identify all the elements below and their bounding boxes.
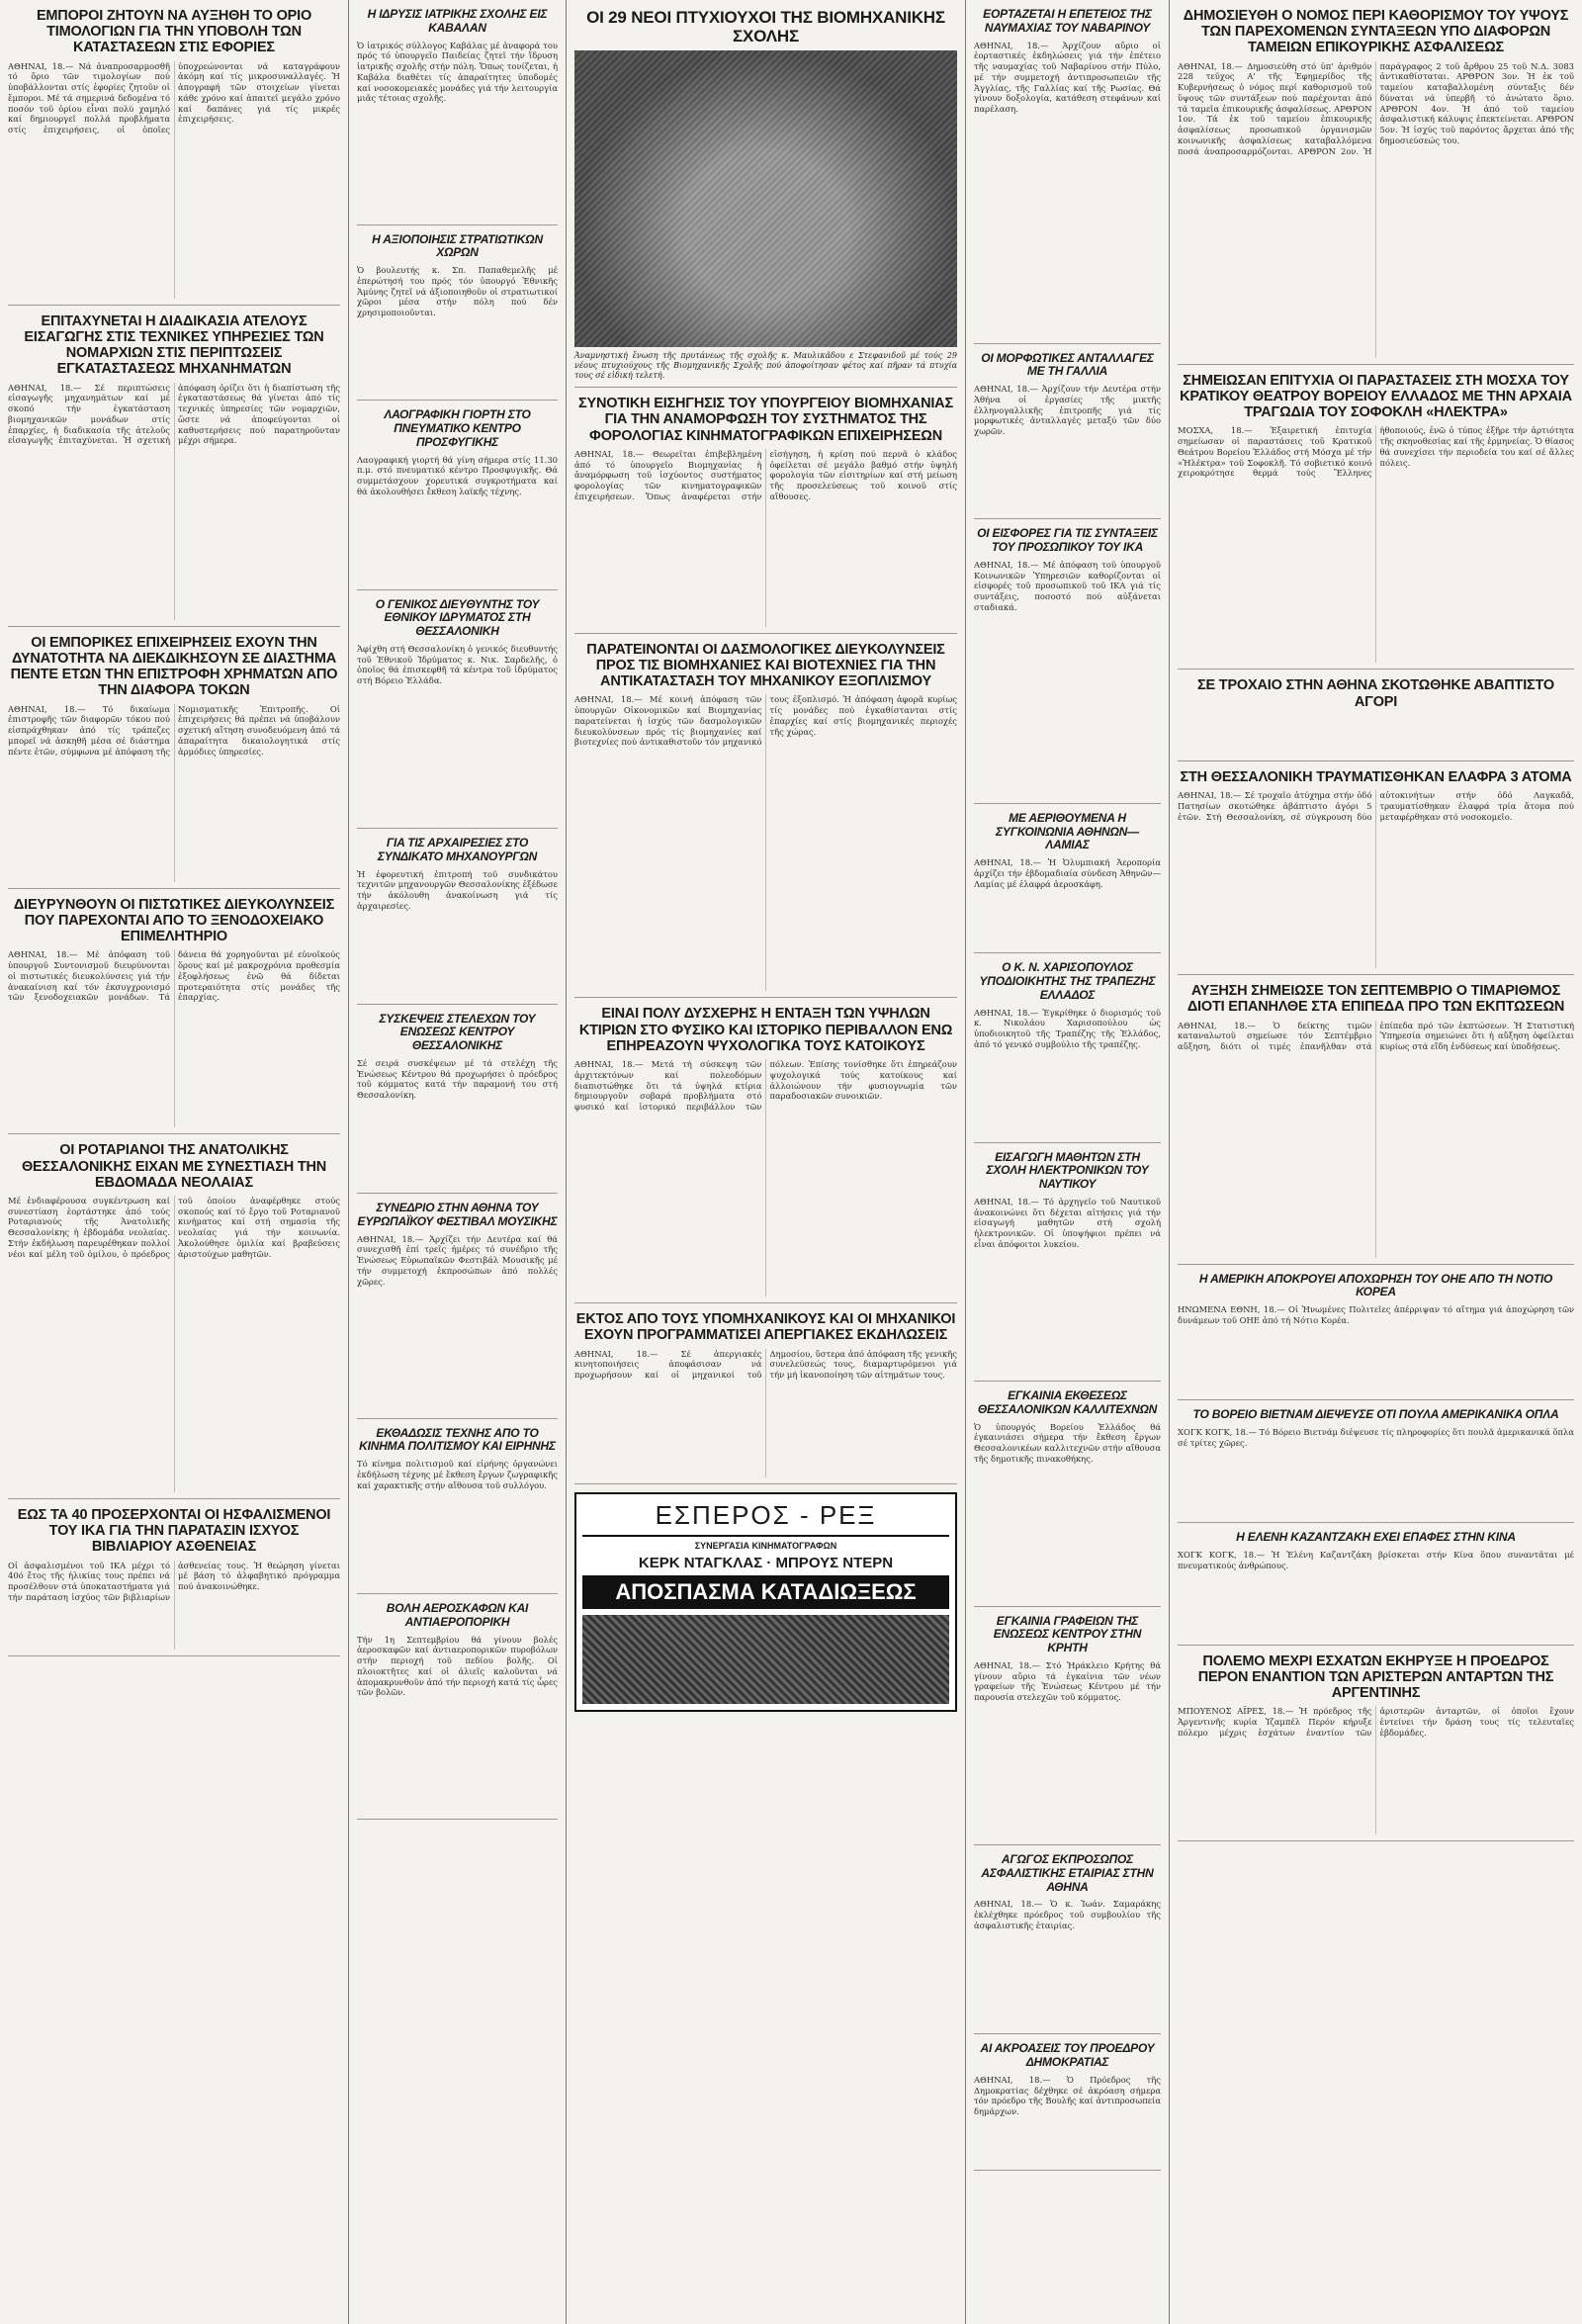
article-headline: ΕΙΝΑΙ ΠΟΛΥ ΔΥΣΧΕΡΗΣ Η ΕΝΤΑΞΗ ΤΩΝ ΥΨΗΛΩΝ ΚΤΙΡΙΩΝ ΣΤΟ ΦΥΣΙΚΟ ΚΑΙ ΙΣΤΟΡΙΚΟ ΠΕΡΙΒΑΛΛΟΝ ΕΝΩ ΕΠΗΡΕΑΖΟΥΝ ΨΥΧΟΛΟΓΙΚΑ ΤΟΥΣ ΚΑΤΟΙΚΟΥΣ bbox=[578, 1006, 953, 1054]
photo-story bbox=[574, 8, 957, 388]
ad-film-title: ΑΠΟΣΠΑΣΜΑ ΚΑΤΑΔΙΩΞΕΩΣ bbox=[582, 1575, 949, 1609]
article-body: ΜΟΣΧΑ, 18.— Ἐξαιρετική ἐπιτυχία σημείωσαν οἱ παραστάσεις τοῦ Κρατικοῦ Θεάτρου Βορείου Ἑλλάδος στή Μόσχα μέ τήν «Ἠλέκτρα» τοῦ Σοφοκλῆ. Τό σοβιετικό κοινό χειροκρότησε θερμά τούς Ἕλληνες ἠθοποιούς, ἐνῶ ὁ τύπος ἐξῆρε τήν ἀρτιότητα τῆς σκηνοθεσίας καί τῆς ἑρμηνείας. Ὁ θίασος θά συνεχίσει τήν περιοδεία του καί σέ ἄλλες πόλεις. bbox=[1178, 425, 1574, 479]
article-headline: ΓΙΑ ΤΙΣ ΑΡΧΑΙΡΕΣΙΕΣ ΣΤΟ ΣΥΝΔΙΚΑΤΟ ΜΗΧΑΝΟΥΡΓΩΝ bbox=[377, 835, 538, 863]
article-body: ΑΘΗΝΑΙ, 18.— Ἐγκρίθηκε ὁ διορισμός τοῦ κ. Νικολάου Χαρισοπούλου ὡς ὑποδιοικητοῦ τῆς Τραπέζης τῆς Ἑλλάδος, ἀπό τό γενικό συμβούλιο τῆς τραπέζης. bbox=[974, 1007, 1161, 1049]
article-body: Οἱ ἀσφαλισμένοι τοῦ ΙΚΑ μέχρι τό 40ό ἔτος τῆς ἡλικίας τους πρέπει νά προσέλθουν στά ὑποκαταστήματα γιά τήν παράταση ἰσχύος τῶν βιβλιαρίων ἀσθενείας τους. Ἡ θεώρηση γίνεται μέ βάση τό ἀλφαβητικό πρόγραμμα πού ἀνακοινώθηκε. bbox=[8, 1560, 340, 1602]
article bbox=[574, 1006, 957, 1303]
article bbox=[1178, 8, 1574, 365]
graduates-photo bbox=[574, 50, 957, 347]
article-body: Τήν 1η Σεπτεμβρίου θά γίνουν βολές ἀεροσκαφῶν καί ἀντιαεροπορικῶν πυροβόλων στήν περιοχή τοῦ πεδίου βολῆς. Οἱ πλοιοκτῆτες καί οἱ ἁλιεῖς καλοῦνται νά ἀπομακρυνθοῦν ἀπό τήν περιοχή κατά τίς ὧρες τῶν βολῶν. bbox=[357, 1634, 558, 1698]
article-headline: Η ΑΜΕΡΙΚΗ ΑΠΟΚΡΟΥΕΙ ΑΠΟΧΩΡΗΣΗ ΤΟΥ ΟΗΕ ΑΠΟ ΤΗ ΝΟΤΙΟ ΚΟΡΕΑ bbox=[1198, 1271, 1553, 1299]
article-body: ΑΘΗΝΑΙ, 18.— Ἀρχίζουν τήν Δευτέρα στήν Ἀθήνα οἱ ἐργασίες τῆς μικτῆς ἑλληνογαλλικῆς ἐπιτροπῆς γιά τίς μορφωτικές ἀνταλλαγές μεταξύ τῶν δύο χωρῶν. bbox=[974, 384, 1161, 437]
article bbox=[974, 8, 1161, 344]
article bbox=[1178, 1408, 1574, 1523]
column-4 bbox=[965, 0, 1169, 2324]
article-headline: ΜΕ ΑΕΡΙΘΟΥΜΕΝΑ Η ΣΥΓΚΟΙΝΩΝΙΑ ΑΘΗΝΩΝ—ΛΑΜΙΑΣ bbox=[996, 810, 1139, 852]
article bbox=[574, 1311, 957, 1483]
article bbox=[8, 8, 340, 306]
article-headline: ΣΤΗ ΘΕΣΣΑΛΟΝΙΚΗ ΤΡΑΥΜΑΤΙΣΘΗΚΑΝ ΕΛΑΦΡΑ 3 ΑΤΟΜΑ bbox=[1180, 768, 1572, 785]
article-body: ΑΘΗΝΑΙ, 18.— Σέ ἀπεργιακές κινητοποιήσεις ἀποφάσισαν νά προχωρήσουν καί οἱ μηχανικοί τοῦ Δημοσίου, ὕστερα ἀπό ἀπόφαση τῆς γενικῆς συνελεύσεώς τους, διαμαρτυρόμενοι γιά τήν μή ἱκανοποίηση τῶν αἰτημάτων τους. bbox=[574, 1348, 957, 1381]
article-headline: ΤΟ ΒΟΡΕΙΟ ΒΙΕΤΝΑΜ ΔΙΕΨΕΥΣΕ ΟΤΙ ΠΟΥΛΑ ΑΜΕΡΙΚΑΝΙΚΑ ΟΠΛΑ bbox=[1192, 1407, 1559, 1422]
article bbox=[357, 233, 558, 402]
ad-illustration bbox=[582, 1615, 949, 1704]
article bbox=[574, 396, 957, 634]
article bbox=[357, 1602, 558, 1820]
article bbox=[974, 1853, 1161, 2034]
article bbox=[357, 598, 558, 829]
article-body: Ὁ ἰατρικός σύλλογος Καβάλας μέ ἀναφορά του πρός τό ὑπουργεῖο Παιδείας ζητεῖ τήν ἵδρυση ἰατρικῆς σχολῆς στήν πόλη. Ὅπως τονίζεται, ἡ Καβάλα διαθέτει τίς ἀπαραίτητες ὑποδομές καί νοσοκομειακές μονάδες γιά τήν λειτουργία μιᾶς τέτοιας σχολῆς. bbox=[357, 40, 558, 104]
article-body bbox=[1178, 715, 1574, 755]
article-body: ΑΘΗΝΑΙ, 18.— Τό δικαίωμα ἐπιστροφῆς τῶν διαφορῶν τόκου πού εἰσπράχθηκαν ἀπό τίς τράπεζες μπορεῖ νά ἀσκηθῆ μέσα σέ διάστημα πέντε ἐτῶν, σύμφωνα μέ ἀπόφαση τῆς Νομισματικῆς Ἐπιτροπῆς. Οἱ ἐπιχειρήσεις θά πρέπει νά ὑποβάλουν σχετική αἴτηση συνοδευόμενη ἀπό τά ἀπαραίτητα δικαιολογητικά στίς ἀρμόδιες ὑπηρεσίες. bbox=[8, 703, 340, 757]
article-headline: Η ΙΔΡΥΣΙΣ ΙΑΤΡΙΚΗΣ ΣΧΟΛΗΣ ΕΙΣ ΚΑΒΑΛΑΝ bbox=[367, 7, 548, 35]
article-headline: Η ΕΛΕΝΗ ΚΑΖΑΝΤΖΑΚΗ ΕΧΕΙ ΕΠΑΦΕΣ ΣΤΗΝ ΚΙΝΑ bbox=[1236, 1529, 1516, 1544]
article-body: Ὁ βουλευτής κ. Σπ. Παπαθεμελῆς μέ ἐπερώτησή του πρός τόν ὑπουργό Ἐθνικῆς Ἀμύνης ζητεῖ νά ἀξιοποιηθοῦν οἱ στρατιωτικοί χῶροι μέσα στήν πόλη πού δέν χρησιμοποιοῦνται. bbox=[357, 265, 558, 318]
column-5 bbox=[1169, 0, 1582, 2324]
article-headline: ΟΙ ΕΙΣΦΟΡΕΣ ΓΙΑ ΤΙΣ ΣΥΝΤΑΞΕΙΣ ΤΟΥ ΠΡΟΣΩΠΙΚΟΥ ΤΟΥ ΙΚΑ bbox=[977, 526, 1158, 554]
article-headline: ΕΓΚΑΙΝΙΑ ΓΡΑΦΕΙΩΝ ΤΗΣ ΕΝΩΣΕΩΣ ΚΕΝΤΡΟΥ ΣΤΗΝ ΚΡΗΤΗ bbox=[993, 1613, 1142, 1655]
article-body: ΧΟΓΚ ΚΟΓΚ, 18.— Τό Βόρειο Βιετνάμ διέψευσε τίς πληροφορίες ὅτι πουλᾶ ἀμερικανικά ὅπλα σέ τρίτες χῶρες. bbox=[1178, 1426, 1574, 1448]
article bbox=[974, 961, 1161, 1142]
article-headline: ΑΥΞΗΣΗ ΣΗΜΕΙΩΣΕ ΤΟΝ ΣΕΠΤΕΜΒΡΙΟ Ο ΤΙΜΑΡΙΘΜΟΣ ΔΙΟΤΙ ΕΠΑΝΗΛΘΕ ΣΤΑ ΕΠΙΠΕΔΑ ΠΡΟ ΤΩΝ ΕΚΠΤΩΣΕΩΝ bbox=[1186, 983, 1565, 1016]
photo-headline: ΟΙ 29 ΝΕΟΙ ΠΤΥΧΙΟΥΧΟΙ ΤΗΣ ΒΙΟΜΗΧΑΝΙΚΗΣ ΣΧΟΛΗΣ bbox=[586, 8, 945, 46]
article-body: ΑΘΗΝΑΙ, 18.— Σέ τροχαῖο ἀτύχημα στήν ὁδό Πατησίων σκοτώθηκε ἀβάπτιστο ἀγόρι 5 ἐτῶν. Στή Θεσσαλονίκη, σέ σύγκρουση δύο αὐτοκινήτων στήν ὁδό Λαγκαδᾶ, τραυματίσθηκαν ἐλαφρά τρία ἄτομα πού μεταφέρθηκαν στό νοσοκομεῖο. bbox=[1178, 790, 1574, 822]
article-headline: ΕΚΘΑΔΩΣΙΣ ΤΕΧΝΗΣ ΑΠΟ ΤΟ ΚΙΝΗΜΑ ΠΟΛΙΤΙΣΜΟΥ ΚΑΙ ΕΙΡΗΝΗΣ bbox=[359, 1425, 556, 1454]
article-headline: ΟΙ ΜΟΡΦΩΤΙΚΕΣ ΑΝΤΑΛΛΑΓΕΣ ΜΕ ΤΗ ΓΑΛΛΙΑ bbox=[981, 350, 1154, 379]
article bbox=[974, 1389, 1161, 1607]
article-body: ΑΘΗΝΑΙ, 18.— Μέ ἀπόφαση τοῦ ὑπουργοῦ Κοινωνικῶν Ὑπηρεσιῶν καθορίζονται οἱ εἰσφορές τοῦ προσωπικοῦ τοῦ ΙΚΑ γιά τίς συντάξεις, ποσοστό πού αὐξάνεται σταδιακά. bbox=[974, 559, 1161, 612]
article-headline: ΕΜΠΟΡΟΙ ΖΗΤΟΥΝ ΝΑ ΑΥΞΗΘΗ ΤΟ ΟΡΙΟ ΤΙΜΟΛΟΓΙΩΝ ΓΙΑ ΤΗΝ ΥΠΟΒΟΛΗ ΤΩΝ ΚΑΤΑΣΤΑΣΕΩΝ ΣΤΙΣ ΕΦΟΡΙΕΣ bbox=[36, 8, 312, 56]
article bbox=[357, 408, 558, 589]
article-headline: Ο ΓΕΝΙΚΟΣ ΔΙΕΥΘΥΝΤΗΣ ΤΟΥ ΕΘΝΙΚΟΥ ΙΔΡΥΜΑΤΟΣ ΣΤΗ ΘΕΣΣΑΛΟΝΙΚΗ bbox=[375, 596, 540, 639]
article-headline: ΟΙ ΕΜΠΟΡΙΚΕΣ ΕΠΙΧΕΙΡΗΣΕΙΣ ΕΧΟΥΝ ΤΗΝ ΔΥΝΑΤΟΤΗΤΑ ΝΑ ΔΙΕΚΔΙΚΗΣΟΥΝ ΣΕ ΔΙΑΣΤΗΜΑ ΠΕΝΤΕ ΕΤΩΝ ΤΗΝ ΕΠΙΣΤΡΟΦΗ ΧΡΗΜΑΤΩΝ ΑΠΟ ΤΗΝ ΔΙΑΦΟΡΑ ΤΟΚΩΝ bbox=[10, 634, 338, 699]
article-body: ΑΘΗΝΑΙ, 18.— Μέ ἀπόφαση τοῦ ὑπουργοῦ Συντονισμοῦ διευρύνονται οἱ πιστωτικές διευκολύνσεις γιά τήν ἀνακαίνιση καί τόν ἐκσυγχρονισμό τῶν ξενοδοχειακῶν μονάδων. Τά δάνεια θά χορηγοῦνται μέ εὐνοϊκούς ὅρους καί μέ μακροχρόνια προθεσμία ἐξοφλήσεως ἐνῶ θά δίδεται προτεραιότητα στίς μονάδες τῆς ἐπαρχίας. bbox=[8, 949, 340, 1003]
ad-subtitle: ΣΥΝΕΡΓΑΣΙΑ ΚΙΝΗΜΑΤΟΓΡΑΦΩΝ bbox=[694, 1540, 837, 1551]
article-body: Λαογραφική γιορτή θά γίνη σήμερα στίς 11.30 π.μ. στό πνευματικό κέντρο Προσφυγικῆς. Θά συμμετάσχουν χορευτικά συγκροτήματα καί θά ἀκολουθήσει ἔκθεση λαϊκῆς τέχνης. bbox=[357, 454, 558, 496]
article-body: ΑΘΗΝΑΙ, 18.— Σέ περιπτώσεις εἰσαγωγῆς μηχανημάτων καί μέ σκοπό τήν ἐγκατάσταση βιομηχανικῶν μονάδων στίς ἐπαρχίες, ἡ διαδικασία τῆς ἀτελοῦς εἰσαγωγῆς ἐπιταχύνεται. Ἡ σχετική ἀπόφαση ὁρίζει ὅτι ἡ διαπίστωση τῆς ἐγκαταστάσεως θά γίνεται ἀπό τίς τεχνικές ὑπηρεσίες τῶν νομαρχιῶν, ὥστε νά ἀποφεύγονται οἱ καθυστερήσεις πού παρατηροῦνταν μέχρι σήμερα. bbox=[8, 382, 340, 446]
article-body: Ἀφίχθη στή Θεσσαλονίκη ὁ γενικός διευθυντής τοῦ Ἐθνικοῦ Ἱδρύματος κ. Νικ. Σαρδελῆς, ὁ ὁποῖος θά ἐπισκεφθῆ τά κέντρα τοῦ ἱδρύματος στή Βόρειο Ἑλλάδα. bbox=[357, 643, 558, 686]
article-headline: ΑΙ ΑΚΡΟΑΣΕΙΣ ΤΟΥ ΠΡΟΕΔΡΟΥ ΔΗΜΟΚΡΑΤΙΑΣ bbox=[980, 2041, 1155, 2070]
article bbox=[974, 1151, 1161, 1382]
article bbox=[1178, 769, 1574, 975]
article-headline: ΔΗΜΟΣΙΕΥΘΗ Ο ΝΟΜΟΣ ΠΕΡΙ ΚΑΘΟΡΙΣΜΟΥ ΤΟΥ ΥΨΟΥΣ ΤΩΝ ΠΑΡΕΧΟΜΕΝΩΝ ΣΥΝΤΑΞΕΩΝ ΥΠΟ ΔΙΑΦΟΡΩΝ ΤΑΜΕΙΩΝ ΕΠΙΚΟΥΡΙΚΗΣ ΑΣΦΑΛΙΣΕΩΣ bbox=[1183, 8, 1569, 56]
article-headline: ΕΟΡΤΑΖΕΤΑΙ Η ΕΠΕΤΕΙΟΣ ΤΗΣ ΝΑΥΜΑΧΙΑΣ ΤΟΥ ΝΑΒΑΡΙΝΟΥ bbox=[983, 7, 1152, 35]
article-body: Τό κίνημα πολιτισμοῦ καί εἰρήνης ὀργανώνει ἐκδήλωση τέχνης μέ ἔκθεση ἔργων ζωγραφικῆς καί χαρακτικῆς στήν αἴθουσα τοῦ συλλόγου. bbox=[357, 1459, 558, 1490]
column-2 bbox=[348, 0, 566, 2324]
article-body: ΗΝΩΜΕΝΑ ΕΘΝΗ, 18.— Οἱ Ἡνωμένες Πολιτεῖες ἀπέρριψαν τό αἴτημα γιά ἀποχώρηση τῶν δυνάμεων τοῦ ΟΗΕ ἀπό τή Νότιο Κορέα. bbox=[1178, 1304, 1574, 1325]
article bbox=[974, 812, 1161, 953]
article bbox=[974, 527, 1161, 804]
article-headline: ΕΙΣΑΓΩΓΗ ΜΑΘΗΤΩΝ ΣΤΗ ΣΧΟΛΗ ΗΛΕΚΤΡΟΝΙΚΩΝ ΤΟΥ ΝΑΥΤΙΚΟΥ bbox=[986, 1149, 1149, 1192]
article-body: ΑΘΗΝΑΙ, 18.— Μέ κοινή ἀπόφαση τῶν ὑπουργῶν Οἰκονομικῶν καί Βιομηχανίας παρατείνεται ἡ ἰσχύς τῶν δασμολογικῶν διευκολύνσεων πρός τίς βιομηχανίες καί βιοτεχνίες πού ἀντικαθιστοῦν τόν μηχανικό τους ἐξοπλισμό. Ἡ ἀπόφαση ἀφορᾶ κυρίως τίς μονάδες πού ἐγκαθίστανται στίς ἐπαρχίες καί στίς βιομηχανικές περιοχές τῆς χώρας. bbox=[574, 694, 957, 748]
article-body: ΑΘΗΝΑΙ, 18.— Ἀρχίζουν αὔριο οἱ ἑορταστικές ἐκδηλώσεις γιά τήν ἐπέτειο τῆς ναυμαχίας τοῦ Ναβαρίνου στήν Πύλο, μέ τήν συμμετοχή ἀντιπροσωπειῶν τῆς Ἀγγλίας, τῆς Γαλλίας καί τῆς Ρωσίας. Θά γίνουν δοξολογία, κατάθεση στεφάνων καί παρέλαση. bbox=[974, 40, 1161, 115]
article-body: ΑΘΗΝΑΙ, 18.— Τό ἀρχηγεῖο τοῦ Ναυτικοῦ ἀνακοινώνει ὅτι δέχεται αἰτήσεις γιά τήν εἰσαγωγή μαθητῶν στή σχολή ἠλεκτρονικῶν. Οἱ ὑποψήφιοι πρέπει νά εἶναι ἀπόφοιτοι λυκείου. bbox=[974, 1196, 1161, 1249]
article-headline: ΣΕ ΤΡΟΧΑΙΟ ΣΤΗΝ ΑΘΗΝΑ ΣΚΟΤΩΘΗΚΕ ΑΒΑΠΤΙΣΤΟ ΑΓΟΡΙ bbox=[1196, 677, 1555, 710]
article bbox=[8, 313, 340, 627]
column-3 bbox=[566, 0, 965, 2324]
article-headline: ΛΑΟΓΡΑΦΙΚΗ ΓΙΟΡΤΗ ΣΤΟ ΠΝΕΥΜΑΤΙΚΟ ΚΕΝΤΡΟ ΠΡΟΣΦΥΓΙΚΗΣ bbox=[384, 407, 531, 449]
article-body: ΑΘΗΝΑΙ, 18.— Ὁ Πρόεδρος τῆς Δημοκρατίας δέχθηκε σέ ἀκρόαση σήμερα τόν πρόεδρο τῆς Βουλῆς καί ἀντιπροσωπεία δημάρχων. bbox=[974, 2074, 1161, 2117]
article-body: ΧΟΓΚ ΚΟΓΚ, 18.— Ἡ Ἑλένη Καζαντζάκη βρίσκεται στήν Κίνα ὅπου συναντᾶται μέ πνευματικούς ἀνθρώπους. bbox=[1178, 1549, 1574, 1570]
ad-cinema-name: ΕΣΠΕΡΟΣ - ΡΕΞ bbox=[582, 1500, 949, 1537]
article bbox=[974, 1615, 1161, 1845]
column-1 bbox=[0, 0, 348, 2324]
article bbox=[8, 897, 340, 1135]
article-headline: ΣΥΝΟΤΙΚΗ ΕΙΣΗΓΗΣΙΣ ΤΟΥ ΥΠΟΥΡΓΕΙΟΥ ΒΙΟΜΗΧΑΝΙΑΣ ΓΙΑ ΤΗΝ ΑΝΑΜΟΡΦΩΣΗ ΤΟΥ ΣΥΣΤΗΜΑΤΟΣ ΤΗΣ ΦΟΡΟΛΟΓΙΑΣ ΚΙΝΗΜΑΤΟΓΡΑΦΙΚΩΝ ΕΠΙΧΕΙΡΗΣΕΩΝ bbox=[578, 396, 953, 444]
article bbox=[8, 1142, 340, 1499]
article bbox=[574, 642, 957, 999]
article-headline: ΣΥΣΚΕΨΕΙΣ ΣΤΕΛΕΧΩΝ ΤΟΥ ΕΝΩΣΕΩΣ ΚΕΝΤΡΟΥ ΘΕΣΣΑΛΟΝΙΚΗΣ bbox=[379, 1011, 536, 1053]
article-headline: ΔΙΕΥΡΥΝΘΟΥΝ ΟΙ ΠΙΣΤΩΤΙΚΕΣ ΔΙΕΥΚΟΛΥΝΣΕΙΣ ΠΟΥ ΠΑΡΕΧΟΝΤΑΙ ΑΠΟ ΤΟ ΞΕΝΟΔΟΧΕΙΑΚΟ ΕΠΙΜΕΛΗΤΗΡΙΟ bbox=[13, 896, 335, 945]
article-body: ΑΘΗΝΑΙ, 18.— Μετά τή σύσκεψη τῶν ἀρχιτεκτόνων καί πολεοδόμων διαπιστώθηκε ὅτι τά ὑψηλά κτίρια δημιουργοῦν σοβαρά προβλήματα στό φυσικό καί ἱστορικό περιβάλλον τῶν πόλεων. Ἐπίσης τονίσθηκε ὅτι ἐπηρεάζουν ψυχολογικά τούς κατοίκους καί ἀλλοιώνουν τήν φυσιογνωμία τῶν παραδοσιακῶν συνοικιῶν. bbox=[574, 1059, 957, 1113]
article bbox=[1178, 1654, 1574, 1842]
article-body: ΑΘΗΝΑΙ, 18.— Νά ἀναπροσαρμοσθῆ τό ὅριο τῶν τιμολογίων πού ὑποβάλλονται στίς ἐφορίες ζητοῦν οἱ ἔμποροι. Μέ τά σημερινά δεδομένα τό ποσόν τοῦ ὁρίου εἶναι πολύ χαμηλό καί δημιουργεῖ πολλά προβλήματα στίς ἐπιχειρήσεις, οἱ ὁποῖες ὑποχρεώνονται νά καταγράφουν ἀκόμη καί τίς μικροσυναλλαγές. Ἡ ἀπογραφή τῶν στοιχείων γίνεται κάθε χρόνο καί ἀπαιτεῖ μεγάλο χρόνο καί δαπάνες γιά τίς μικρές ἐπιχειρήσεις. bbox=[8, 60, 340, 135]
article-body: ΑΘΗΝΑΙ, 18.— Ὁ κ. Ἰωάν. Σαμαράκης ἐκλέχθηκε πρόεδρος τοῦ συμβουλίου τῆς ἀσφαλιστικῆς ἑταιρίας. bbox=[974, 1899, 1161, 1930]
article-headline: ΠΑΡΑΤΕΙΝΟΝΤΑΙ ΟΙ ΔΑΣΜΟΛΟΓΙΚΕΣ ΔΙΕΥΚΟΛΥΝΣΕΙΣ ΠΡΟΣ ΤΙΣ ΒΙΟΜΗΧΑΝΙΕΣ ΚΑΙ ΒΙΟΤΕΧΝΙΕΣ ΓΙΑ ΤΗΝ ΑΝΤΙΚΑΤΑΣΤΑΣΗ ΤΟΥ ΜΗΧΑΝΙΚΟΥ ΕΞΟΠΛΙΣΜΟΥ bbox=[586, 641, 945, 690]
article bbox=[357, 8, 558, 225]
article-headline: ΕΠΙΤΑΧΥΝΕΤΑΙ Η ΔΙΑΔΙΚΑΣΙΑ ΑΤΕΛΟΥΣ ΕΙΣΑΓΩΓΗΣ ΣΤΙΣ ΤΕΧΝΙΚΕΣ ΥΠΗΡΕΣΙΕΣ ΤΩΝ ΝΟΜΑΡΧΙΩΝ ΣΤΙΣ ΠΕΡΙΠΤΩΣΕΙΣ ΕΓΚΑΤΑΣΤΑΣΕΩΣ ΜΗΧΑΝΗΜΑΤΩΝ bbox=[24, 313, 324, 378]
article bbox=[1178, 373, 1574, 670]
article bbox=[357, 1202, 558, 1419]
article-headline: ΒΟΛΗ ΑΕΡΟΣΚΑΦΩΝ ΚΑΙ ΑΝΤΙΑΕΡΟΠΟΡΙΚΗ bbox=[386, 1601, 529, 1629]
article-headline: ΕΩΣ ΤΑ 40 ΠΡΟΣΕΡΧΟΝΤΑΙ ΟΙ ΗΣΦΑΛΙΣΜΕΝΟΙ ΤΟΥ ΙΚΑ ΓΙΑ ΤΗΝ ΠΑΡΑΤΑΣΙΝ ΙΣΧΥΟΣ ΒΙΒΛΙΑΡΙΟΥ ΑΣΘΕΝΕΙΑΣ bbox=[17, 1506, 331, 1556]
article bbox=[1178, 677, 1574, 760]
article-body: Μέ ἐνδιαφέρουσα συγκέντρωση καί συνεστίαση ἑορτάστηκε ἀπό τούς Ροταριανούς τῆς Ἀνατολικῆς Θεσσαλονίκης ἡ ἑβδομάδα νεολαίας. Στήν ἐκδήλωση παρευρέθηκαν πολλοί νέοι καί μέλη τοῦ ὁμίλου, ὁ πρόεδρος τοῦ ὁποίου ἀναφέρθηκε στούς σκοπούς καί τό ἔργο τοῦ Ροταριανοῦ κινήματος καί στή σημασία τῆς νεολαίας γιά τήν κοινωνία. Ἀκολούθησε ὁμιλία καί βραβεύσεις ἀριστούχων μαθητῶν. bbox=[8, 1195, 340, 1259]
column-3-articles bbox=[574, 396, 957, 1484]
article-body: ΑΘΗΝΑΙ, 18.— Ἡ Ὀλυμπιακή Ἀεροπορία ἀρχίζει τήν ἐβδομαδιαία σύνδεση Ἀθηνῶν—Λαμίας μέ ἐλαφρά ἀεροσκάφη. bbox=[974, 857, 1161, 889]
article bbox=[357, 837, 558, 1005]
article-body: ΑΘΗΝΑΙ, 18.— Στό Ἡράκλειο Κρήτης θά γίνουν αὔριο τά ἐγκαίνια τῶν νέων γραφείων τῆς Ἑνώσεως Κέντρου μέ τήν παρουσία στελεχῶν τοῦ κόμματος. bbox=[974, 1659, 1161, 1703]
article-body: Ἡ ἐφορευτική ἐπιτροπή τοῦ συνδικάτου τεχνιτῶν μηχανουργῶν Θεσσαλονίκης ἐξέδωσε τήν ἀκόλουθη ἀνακοίνωση γιά τίς ἀρχαιρεσίες. bbox=[357, 868, 558, 911]
article-headline: ΣΥΝΕΔΡΙΟ ΣΤΗΝ ΑΘΗΝΑ ΤΟΥ ΕΥΡΩΠΑΪΚΟΥ ΦΕΣΤΙΒΑΛ ΜΟΥΣΙΚΗΣ bbox=[357, 1200, 558, 1228]
article-headline: ΠΟΛΕΜΟ ΜΕΧΡΙ ΕΣΧΑΤΩΝ ΕΚΗΡΥΞΕ Η ΠΡΟΕΔΡΟΣ ΠΕΡΟΝ ΕΝΑΝΤΙΟΝ ΤΩΝ ΑΡΙΣΤΕΡΩΝ ΑΝΤΑΡΤΩΝ ΤΗΣ ΑΡΓΕΝΤΙΝΗΣ bbox=[1197, 1653, 1554, 1702]
article-body: Ὁ ὑπουργός Βορείου Ἑλλάδος θά ἐγκαινιάσει σήμερα τήν ἔκθεση ἔργων Θεσσαλονικέων καλλιτεχνῶν στήν αἴθουσα τῆς δημοτικῆς πινακοθήκης. bbox=[974, 1421, 1161, 1464]
article-body: ΑΘΗΝΑΙ, 18.— Ἀρχίζει τήν Δευτέρα καί θά συνεχισθῆ ἐπί τρεῖς ἡμέρες τό συνέδριο τῆς Ἑνώσεως Εὐρωπαϊκῶν Φεστιβάλ Μουσικῆς μέ τήν συμμετοχή ἐκπροσώπων ἀπό πολλές χῶρες. bbox=[357, 1233, 558, 1287]
article bbox=[8, 1507, 340, 1656]
cinema-advertisement bbox=[574, 1492, 957, 1712]
article-headline: ΕΓΚΑΙΝΙΑ ΕΚΘΕΣΕΩΣ ΘΕΣΣΑΛΟΝΙΚΩΝ ΚΑΛΛΙΤΕΧΝΩΝ bbox=[977, 1387, 1158, 1416]
article bbox=[974, 352, 1161, 520]
article bbox=[1178, 1273, 1574, 1401]
article-body: ΜΠΟΥΕΝΟΣ ΑΪΡΕΣ, 18.— Ἡ πρόεδρος τῆς Ἀργεντινῆς κυρία Ἰζαμπέλ Περόν κήρυξε πόλεμο μέχρις ἐσχάτων ἐναντίον τῶν ἀριστερῶν ἀνταρτῶν, οἱ ὁποῖοι ἔχουν ἐντείνει τήν δράση τους τίς τελευταῖες ἑβδομάδες. bbox=[1178, 1706, 1574, 1738]
article-body: Σέ σειρά συσκέψεων μέ τά στελέχη τῆς Ἑνώσεως Κέντρου θά προχωρήσει ὁ πρόεδρος τοῦ κόμματος κατά τήν παραμονή του στή Θεσσαλονίκη. bbox=[357, 1057, 558, 1101]
article-headline: ΣΗΜΕΙΩΣΑΝ ΕΠΙΤΥΧΙΑ ΟΙ ΠΑΡΑΣΤΑΣΕΙΣ ΣΤΗ ΜΟΣΧΑ ΤΟΥ ΚΡΑΤΙΚΟΥ ΘΕΑΤΡΟΥ ΒΟΡΕΙΟΥ ΕΛΛΑΔΟΣ ΜΕ ΤΗΝ ΑΡΧΑΙΑ ΤΡΑΓΩΔΙΑ ΤΟΥ ΣΟΦΟΚΛΗ «ΗΛΕΚΤΡΑ» bbox=[1180, 372, 1572, 421]
article bbox=[974, 2042, 1161, 2171]
article bbox=[8, 635, 340, 889]
article-headline: Η ΑΞΙΟΠΟΙΗΣΙΣ ΣΤΡΑΤΙΩΤΙΚΩΝ ΧΩΡΩΝ bbox=[372, 231, 543, 260]
article-headline: ΑΓΩΓΟΣ ΕΚΠΡΟΣΩΠΟΣ ΑΣΦΑΛΙΣΤΙΚΗΣ ΕΤΑΙΡΙΑΣ ΣΤΗΝ ΑΘΗΝΑ bbox=[981, 1851, 1154, 1894]
article-headline: Ο Κ. Ν. ΧΑΡΙΣΟΠΟΥΛΟΣ ΥΠΟΔΙΟΙΚΗΤΗΣ ΤΗΣ ΤΡΑΠΕΖΗΣ ΕΛΛΑΔΟΣ bbox=[979, 960, 1156, 1002]
article-headline: ΟΙ ΡΟΤΑΡΙΑΝΟΙ ΤΗΣ ΑΝΑΤΟΛΙΚΗΣ ΘΕΣΣΑΛΟΝΙΚΗΣ ΕΙΧΑΝ ΜΕ ΣΥΝΕΣΤΙΑΣΗ ΤΗΝ ΕΒΔΟΜΑΔΑ ΝΕΟΛΑΙΑΣ bbox=[21, 1142, 327, 1191]
article bbox=[357, 1013, 558, 1194]
article-headline: ΕΚΤΟΣ ΑΠΟ ΤΟΥΣ ΥΠΟΜΗΧΑΝΙΚΟΥΣ ΚΑΙ ΟΙ ΜΗΧΑΝΙΚΟΙ ΕΧΟΥΝ ΠΡΟΓΡΑΜΜΑΤΙΣΕΙ ΑΠΕΡΓΙΑΚΕΣ ΕΚΔΗΛΩΣΕΙΣ bbox=[575, 1311, 956, 1344]
ad-stars: ΚΕΡΚ ΝΤΑΓΚΛΑΣ · ΜΠΡΟΥΣ ΝΤΕΡΝ bbox=[638, 1554, 894, 1571]
article-body: ΑΘΗΝΑΙ, 18.— Θεωρεῖται ἐπιβεβλημένη ἀπό τό ὑπουργεῖο Βιομηχανίας ἡ ἀναμόρφωση τοῦ ἰσχύοντος συστήματος φορολογίας τῶν κινηματογραφικῶν ἐπιχειρήσεων. Ὅπως ἀναφέρεται στήν εἰσήγηση, ἡ κρίση πού περνᾶ ὁ κλάδος ὀφείλεται σέ μεγάλο βαθμό στήν ὑψηλή φορολογία τῶν εἰσιτηρίων καί στή μείωση τῆς προσελεύσεως τοῦ κοινοῦ στίς αἴθουσες. bbox=[574, 448, 957, 501]
article-body: ΑΘΗΝΑΙ, 18.— Δημοσιεύθη στό ὑπ' ἀριθμόν 228 τεῦχος Α' τῆς Ἐφημερίδος τῆς Κυβερνήσεως ὁ νόμος περί καθορισμοῦ τοῦ ὕψους τῶν συντάξεων πού παρέχονται ἀπό τά ταμεῖα ἐπικουρικῆς ἀσφαλίσεως. ΑΡΘΡΟΝ 1ον. Τά ἐκ τοῦ ταμείου ἐπικουρικῆς ἀσφαλίσεως προσωπικοῦ ὀργανισμῶν κοινωνικῆς ἀσφαλίσεως καταβαλλόμενα ποσά ἀναπροσαρμόζονται. ΑΡΘΡΟΝ 2ον. Ἡ παράγραφος 2 τοῦ ἄρθρου 25 τοῦ Ν.Δ. 3083 ἀντικαθίσταται. ΑΡΘΡΟΝ 3ον. Ἡ ἐκ τοῦ ταμείου καταβαλλομένη σύνταξις δέν δύναται νά ὑπερβῆ τό ἀνώτατο ὅριο. ΑΡΘΡΟΝ 4ον. Ἡ ἀπό τοῦ ταμείου ἀσφαλιστική κάλυψις ἐπεκτείνεται. ΑΡΘΡΟΝ 5ον. Ἡ ἰσχύς τοῦ παρόντος ἄρχεται ἀπό τῆς δημοσιεύσεώς του. bbox=[1178, 60, 1574, 156]
article bbox=[1178, 983, 1574, 1264]
photo-caption: Ἀναμνηστική ἔνωση τῆς πρυτάνεως τῆς σχολῆς κ. Μαυλικᾶδου ε Στεφανιδοῦ μέ τούς 29 νέους πτυχιούχους τῆς Βιομηχανικῆς Σχολῆς πού ἀποφοίτησαν φέτος καί πῆραν τά πτυχία τους σέ εἰδική τελετή. bbox=[574, 351, 957, 381]
article bbox=[1178, 1531, 1574, 1646]
article-body: ΑΘΗΝΑΙ, 18.— Ὁ δείκτης τιμῶν καταναλωτοῦ σημείωσε τόν Σεπτέμβριο αὔξηση, διότι οἱ τιμές ἐπανῆλθαν στά ἐπίπεδα πρό τῶν ἐκπτώσεων. Ἡ Στατιστική Ὑπηρεσία σημειώνει ὅτι ἡ αὔξηση ὀφείλεται κυρίως στά εἴδη ἐνδύσεως καί ὑποδήσεως. bbox=[1178, 1020, 1574, 1052]
article bbox=[357, 1427, 558, 1595]
